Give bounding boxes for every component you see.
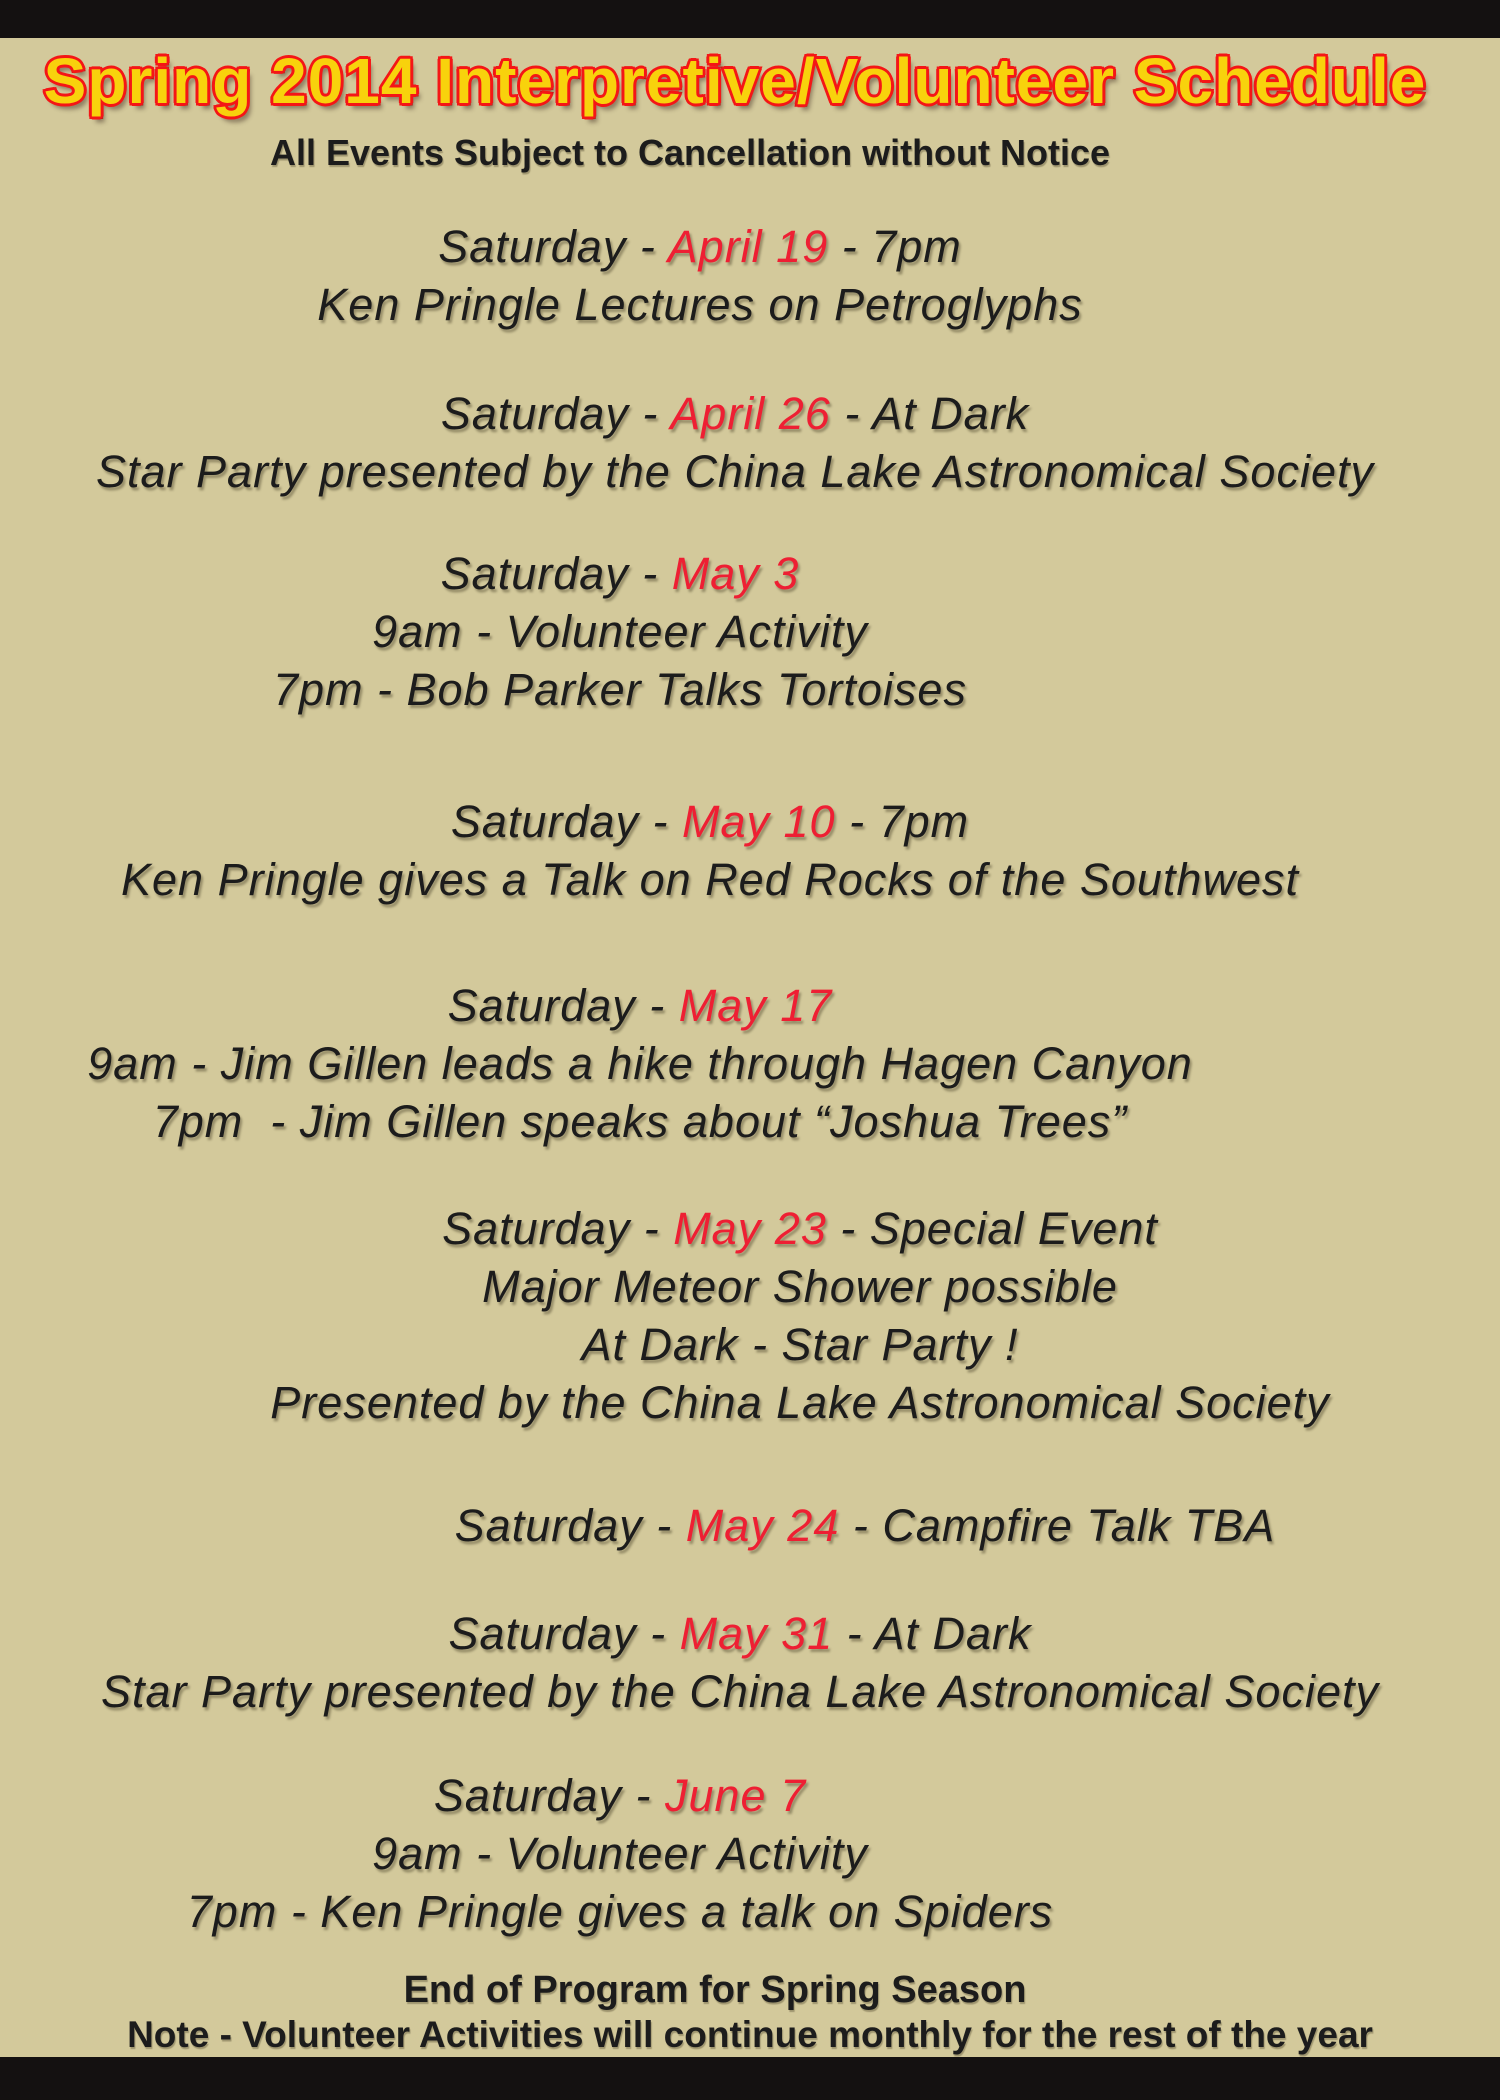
footer-volunteer-note: Note - Volunteer Activities will continue monthly for the rest of the year	[127, 2014, 1373, 2055]
poster-title: Spring 2014 Interpretive/Volunteer Schedule	[43, 45, 1427, 117]
event-date-line	[0, 977, 1390, 1035]
event-day-label: Saturday -	[447, 980, 679, 1031]
event-day-label: Saturday -	[440, 388, 671, 439]
event-date-line	[50, 1200, 1500, 1258]
event-detail-line: Presented by the China Lake Astronomical Society	[270, 1377, 1330, 1428]
event-block	[0, 1767, 1370, 1941]
event-detail-line: Ken Pringle Lectures on Petroglyphs	[317, 279, 1083, 330]
event-date-line	[0, 1605, 1490, 1663]
event-detail-line: 7pm - Bob Parker Talks Tortoises	[273, 664, 967, 715]
event-detail-line: Major Meteor Shower possible	[482, 1261, 1118, 1312]
event-day-label: Saturday -	[450, 796, 682, 847]
event-date-suffix: - At Dark	[833, 1608, 1032, 1659]
event-detail-line: 9am - Volunteer Activity	[372, 606, 868, 657]
event-detail-line: 9am - Volunteer Activity	[372, 1828, 868, 1879]
event-detail-line: At Dark - Star Party !	[581, 1319, 1019, 1370]
event-date: April 19	[667, 221, 829, 272]
event-block	[0, 977, 1390, 1151]
event-date-line	[0, 793, 1460, 851]
top-border-bar	[0, 0, 1500, 38]
event-date-suffix: - 7pm	[828, 221, 962, 272]
event-day-label: Saturday -	[454, 1500, 686, 1551]
event-day-label: Saturday -	[433, 1770, 665, 1821]
event-day-label: Saturday -	[440, 548, 672, 599]
event-block	[115, 1497, 1500, 1555]
event-block	[0, 385, 1485, 501]
event-date: May 24	[685, 1500, 840, 1551]
event-date-suffix: - Special Event	[826, 1203, 1158, 1254]
event-detail-line: Star Party presented by the China Lake Astronomical Society	[96, 446, 1374, 497]
event-date: May 10	[682, 796, 836, 847]
event-date-suffix: - Campfire Talk TBA	[839, 1500, 1276, 1551]
event-day-label: Saturday -	[438, 221, 668, 272]
event-block	[0, 793, 1460, 909]
event-date: April 26	[670, 388, 831, 439]
event-date-suffix: - 7pm	[835, 796, 970, 847]
events-list	[0, 218, 1500, 1941]
event-day-label: Saturday -	[448, 1608, 680, 1659]
event-block	[0, 218, 1450, 334]
event-date: May 17	[678, 980, 833, 1031]
event-date: May 31	[679, 1608, 834, 1659]
event-detail-line: 7pm - Ken Pringle gives a talk on Spiders	[186, 1886, 1054, 1937]
event-block	[0, 545, 1370, 719]
event-day-label: Saturday -	[442, 1203, 674, 1254]
event-detail-line: Ken Pringle gives a Talk on Red Rocks of the Southwest	[121, 854, 1299, 905]
event-date-line	[115, 1497, 1500, 1555]
event-date-line	[0, 218, 1450, 276]
event-date: May 3	[671, 548, 800, 599]
event-detail-line: Star Party presented by the China Lake Astronomical Society	[101, 1666, 1379, 1717]
event-date-line	[0, 385, 1485, 443]
event-date-line	[0, 545, 1370, 603]
event-block	[50, 1200, 1500, 1432]
cancellation-notice: All Events Subject to Cancellation without Notice	[269, 132, 1111, 173]
event-date: June 7	[664, 1770, 807, 1821]
event-detail-line: 7pm - Jim Gillen speaks about “Joshua Trees”	[152, 1096, 1128, 1147]
event-date-suffix: - At Dark	[830, 388, 1030, 439]
event-date: May 23	[673, 1203, 827, 1254]
footer-end-of-program: End of Program for Spring Season	[403, 1969, 1027, 2011]
event-detail-line: 9am - Jim Gillen leads a hike through Hagen Canyon	[87, 1038, 1193, 1089]
event-date-line	[0, 1767, 1370, 1825]
event-block	[0, 1605, 1490, 1721]
bottom-border-bar	[0, 2057, 1500, 2100]
